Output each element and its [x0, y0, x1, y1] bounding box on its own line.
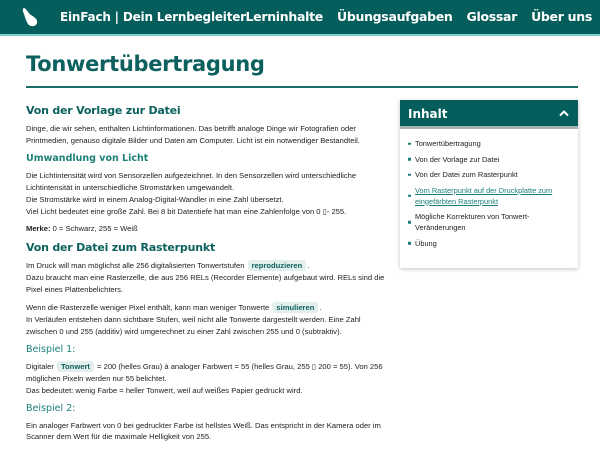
- toc-item[interactable]: [408, 211, 572, 233]
- title-divider: [26, 86, 578, 88]
- toc-item-active[interactable]: [408, 185, 572, 207]
- toc-item[interactable]: [408, 169, 572, 180]
- toc-item-link[interactable]: Vom Rasterpunkt auf der Druckplatte zum eingefärbten Rasterpunkt: [415, 185, 553, 206]
- page-title: Tonwertübertragung: [26, 52, 265, 76]
- example-heading-2: Beispiel 2:: [26, 402, 76, 414]
- paragraph: [26, 260, 386, 296]
- glossary-chip-tonwert[interactable]: Tonwert: [57, 361, 94, 372]
- text-line: Viel Licht bedeutet eine große Zahl. Bei 8 bit Datentiefe hat man eine Zahlenfolge von 0 ▯- 255.: [26, 206, 347, 216]
- merke-note: [26, 223, 386, 235]
- toc-item[interactable]: [408, 154, 572, 165]
- table-of-contents: [400, 100, 578, 268]
- section-heading-rasterpunkt: Von der Datei zum Rasterpunkt: [26, 241, 216, 255]
- text-line: Die Stromstärke wird in einem Analog-Digital-Wandler in eine Zahl übersetzt.: [26, 194, 284, 204]
- chevron-up-icon[interactable]: [559, 109, 569, 117]
- section-heading-umwandlung: Umwandlung von Licht: [26, 152, 149, 164]
- toc-item-label[interactable]: Tonwertübertragung: [415, 139, 481, 148]
- paragraph: [26, 361, 386, 397]
- nav-lerninhalte[interactable]: Lerninhalte: [245, 9, 323, 24]
- toc-list: [400, 129, 578, 249]
- article-content: [26, 98, 386, 449]
- nav-glossar[interactable]: Glossar: [466, 9, 518, 24]
- text-span: Das bedeutet: wenig Farbe = heller Tonwert, weil auf weißes Papier gedruckt wird.: [26, 385, 303, 395]
- toc-item-label[interactable]: Mögliche Korrekturen von Tonwert-Veränderungen: [415, 212, 530, 232]
- example-heading-1: Beispiel 1:: [26, 343, 76, 355]
- section-heading-vorlage: Von der Vorlage zur Datei: [26, 104, 181, 117]
- merke-label: Merke:: [26, 224, 51, 234]
- top-navigation-bar: [0, 0, 600, 36]
- text-span: Digitaler: [26, 361, 56, 371]
- glossary-chip-simulieren[interactable]: simulieren: [272, 302, 318, 313]
- text-span: Im Druck will man möglichst alle 256 digitalisierten Tonwertstufen: [26, 261, 247, 271]
- toc-title: Inhalt: [408, 107, 448, 121]
- toc-item-label[interactable]: Von der Datei zum Rasterpunkt: [415, 170, 518, 179]
- glossary-chip-reproduzieren[interactable]: reproduzieren: [248, 260, 307, 271]
- brand-name[interactable]: EinFach | Dein Lernbegleiter: [60, 10, 246, 24]
- text-span: .: [319, 303, 322, 313]
- text-line: Die Lichtintensität wird von Sensorzellen aufgezeichnet. In den Sensorzellen wird unterschiedliche Lichtintensität in unterschiedliche Stromstärken umgewandelt.: [26, 170, 357, 192]
- merke-text: 0 = Schwarz, 255 = Weiß: [50, 224, 138, 234]
- paragraph: Dinge, die wir sehen, enthalten Lichtinformationen. Das betrifft analoge Dinge wir Fotografien oder Printmedien, genauso digitale Bilder und Daten am Computer. Licht ist ein notwendiger Bestandteil.: [26, 124, 360, 145]
- toc-item[interactable]: [408, 138, 572, 149]
- nav-ueber-uns[interactable]: Über uns: [531, 9, 592, 24]
- text-span: In Verläufen entstehen dann sichtbare Stufen, weil nicht alle Tonwerte dargestellt werden. Eine Zahl zwischen 0 und 255 (additiv) wird umgerechnet zu einer Zahl zwischen 255 und 0 (subtraktiv).: [26, 314, 361, 336]
- text-span: Wenn die Rasterzelle weniger Pixel enthält, kann man weniger Tonwerte: [26, 303, 272, 313]
- toc-item-label[interactable]: Von der Vorlage zur Datei: [415, 154, 500, 164]
- main-nav: [232, 9, 593, 24]
- text-span: = 200 (helles Grau) à analoger Farbwert = 55 (helles Grau, 255 ▯ 200 = 55). Von 256 möglichen Pixeln werden nur 55 belichtet.: [26, 361, 383, 383]
- paragraph: [26, 302, 386, 338]
- nav-uebungsaufgaben[interactable]: Übungsaufgaben: [336, 9, 453, 24]
- drop-icon[interactable]: [22, 7, 38, 27]
- toc-item[interactable]: [408, 238, 572, 249]
- toc-header[interactable]: [400, 100, 578, 129]
- text-span: Dazu braucht man eine Rasterzelle, die aus 256 RELs (Recorder Elemente) aufgebaut wird. RELs sind die Pixel eines Plattenbelichters.: [26, 273, 385, 295]
- paragraph: [26, 170, 386, 218]
- paragraph: Ein analoger Farbwert von 0 bei gedruckter Farbe ist hellstes Weiß. Das entspricht in der Kamera oder im Scanner dem Wert für die maximale Helligkeit von 255.: [26, 420, 381, 442]
- text-span: .: [307, 261, 310, 271]
- toc-item-label[interactable]: Übung: [415, 238, 437, 248]
